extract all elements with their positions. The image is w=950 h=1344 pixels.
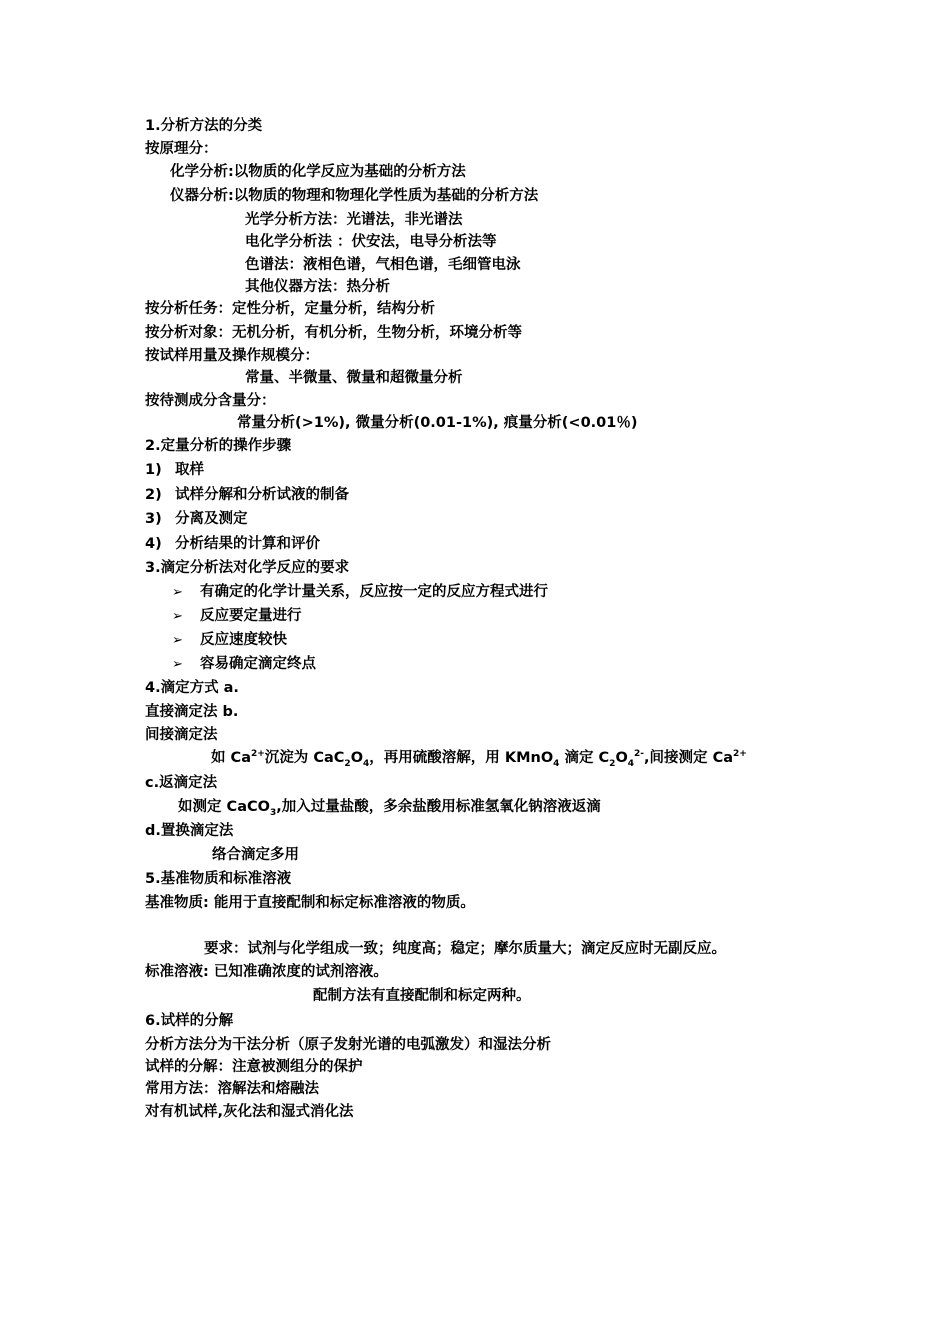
section-2-title: 2.定量分析的操作步骤 bbox=[145, 438, 292, 454]
direct-titration-line: 直接滴定法 b. bbox=[145, 704, 239, 720]
indirect-titration-line: 间接滴定法 bbox=[145, 727, 218, 743]
electrochemical-line: 电化学分析法 ：伏安法，电导分析法等 bbox=[245, 234, 497, 250]
instrumental-analysis-line: 仪器分析:以物质的物理和物理化学性质为基础的分析方法 bbox=[170, 188, 539, 204]
requirements-line: 要求：试剂与化学组成一致；纯度高；稳定；摩尔质量大；滴定反应时无副反应。 bbox=[204, 941, 726, 957]
arrow-bullet-icon: ➢ bbox=[172, 609, 183, 624]
section-5-title: 5.基准物质和标准溶液 bbox=[145, 871, 292, 887]
primary-standard-definition: 基准物质: 能用于直接配制和标定标准溶液的物质。 bbox=[145, 895, 475, 911]
by-task-line: 按分析任务：定性分析，定量分析，结构分析 bbox=[145, 301, 435, 317]
section-3-title: 3.滴定分析法对化学反应的要求 bbox=[145, 560, 350, 576]
replacement-example-line: 络合滴定多用 bbox=[212, 847, 299, 863]
other-instrument-line: 其他仪器方法：热分析 bbox=[245, 279, 390, 295]
decomposition-note-line: 试样的分解：注意被测组分的保护 bbox=[145, 1059, 363, 1075]
requirement-item: ➢ 反应要定量进行 bbox=[172, 608, 302, 624]
back-titration-line: c.返滴定法 bbox=[145, 775, 218, 791]
section-4-title: 4.滴定方式 a. bbox=[145, 680, 239, 696]
organic-sample-line: 对有机试样,灰化法和湿式消化法 bbox=[145, 1104, 354, 1120]
indirect-example-line: 如 $Ca^{2+}$沉淀为 $CaC_2O_4$，再用硫酸溶解，用 KMnO$_4$ 滴定 $C_2O_4^{2-}$,间接测定 $Ca^{2+}$ bbox=[211, 749, 747, 769]
step-item: 3) 分离及测定 bbox=[145, 511, 248, 527]
principle-heading: 按原理分： bbox=[145, 141, 218, 157]
scale-items-line: 常量、半微量、微量和超微量分析 bbox=[245, 370, 463, 386]
by-object-line: 按分析对象：无机分析，有机分析，生物分析，环境分析等 bbox=[145, 325, 522, 341]
arrow-bullet-icon: ➢ bbox=[172, 657, 183, 672]
content-items-line: 常量分析(>1%), 微量分析(0.01-1%), 痕量分析(<0.01％) bbox=[237, 415, 638, 431]
section-6-title: 6.试样的分解 bbox=[145, 1013, 234, 1029]
chromatography-line: 色谱法：液相色谱，气相色谱，毛细管电泳 bbox=[245, 257, 521, 273]
section-1-title: 1.分析方法的分类 bbox=[145, 118, 263, 134]
requirement-item: ➢ 容易确定滴定终点 bbox=[172, 656, 316, 672]
replacement-titration-line: d.置换滴定法 bbox=[145, 823, 234, 839]
standard-solution-line: 标准溶液: 已知准确浓度的试剂溶液。 bbox=[145, 964, 388, 980]
requirement-item: ➢ 有确定的化学计量关系，反应按一定的反应方程式进行 bbox=[172, 584, 548, 600]
requirement-item: ➢ 反应速度较快 bbox=[172, 632, 287, 648]
common-methods-line: 常用方法：溶解法和熔融法 bbox=[145, 1081, 319, 1097]
arrow-bullet-icon: ➢ bbox=[172, 585, 183, 600]
step-item: 1) 取样 bbox=[145, 462, 204, 478]
by-content-heading: 按待测成分含量分： bbox=[145, 393, 276, 409]
analysis-methods-line: 分析方法分为干法分析（原子发射光谱的电弧激发）和湿法分析 bbox=[145, 1037, 551, 1053]
arrow-bullet-icon: ➢ bbox=[172, 633, 183, 648]
step-item: 2) 试样分解和分析试液的制备 bbox=[145, 487, 349, 503]
chemical-analysis-line: 化学分析:以物质的化学反应为基础的分析方法 bbox=[170, 164, 466, 180]
back-titration-example: 如测定 CaCO$_3$,加入过量盐酸，多余盐酸用标准氢氧化钠溶液返滴 bbox=[178, 799, 601, 818]
optical-methods-line: 光学分析方法：光谱法，非光谱法 bbox=[245, 212, 463, 228]
by-scale-heading: 按试样用量及操作规模分： bbox=[145, 348, 319, 364]
preparation-line: 配制方法有直接配制和标定两种。 bbox=[313, 988, 531, 1004]
step-item: 4) 分析结果的计算和评价 bbox=[145, 536, 320, 552]
